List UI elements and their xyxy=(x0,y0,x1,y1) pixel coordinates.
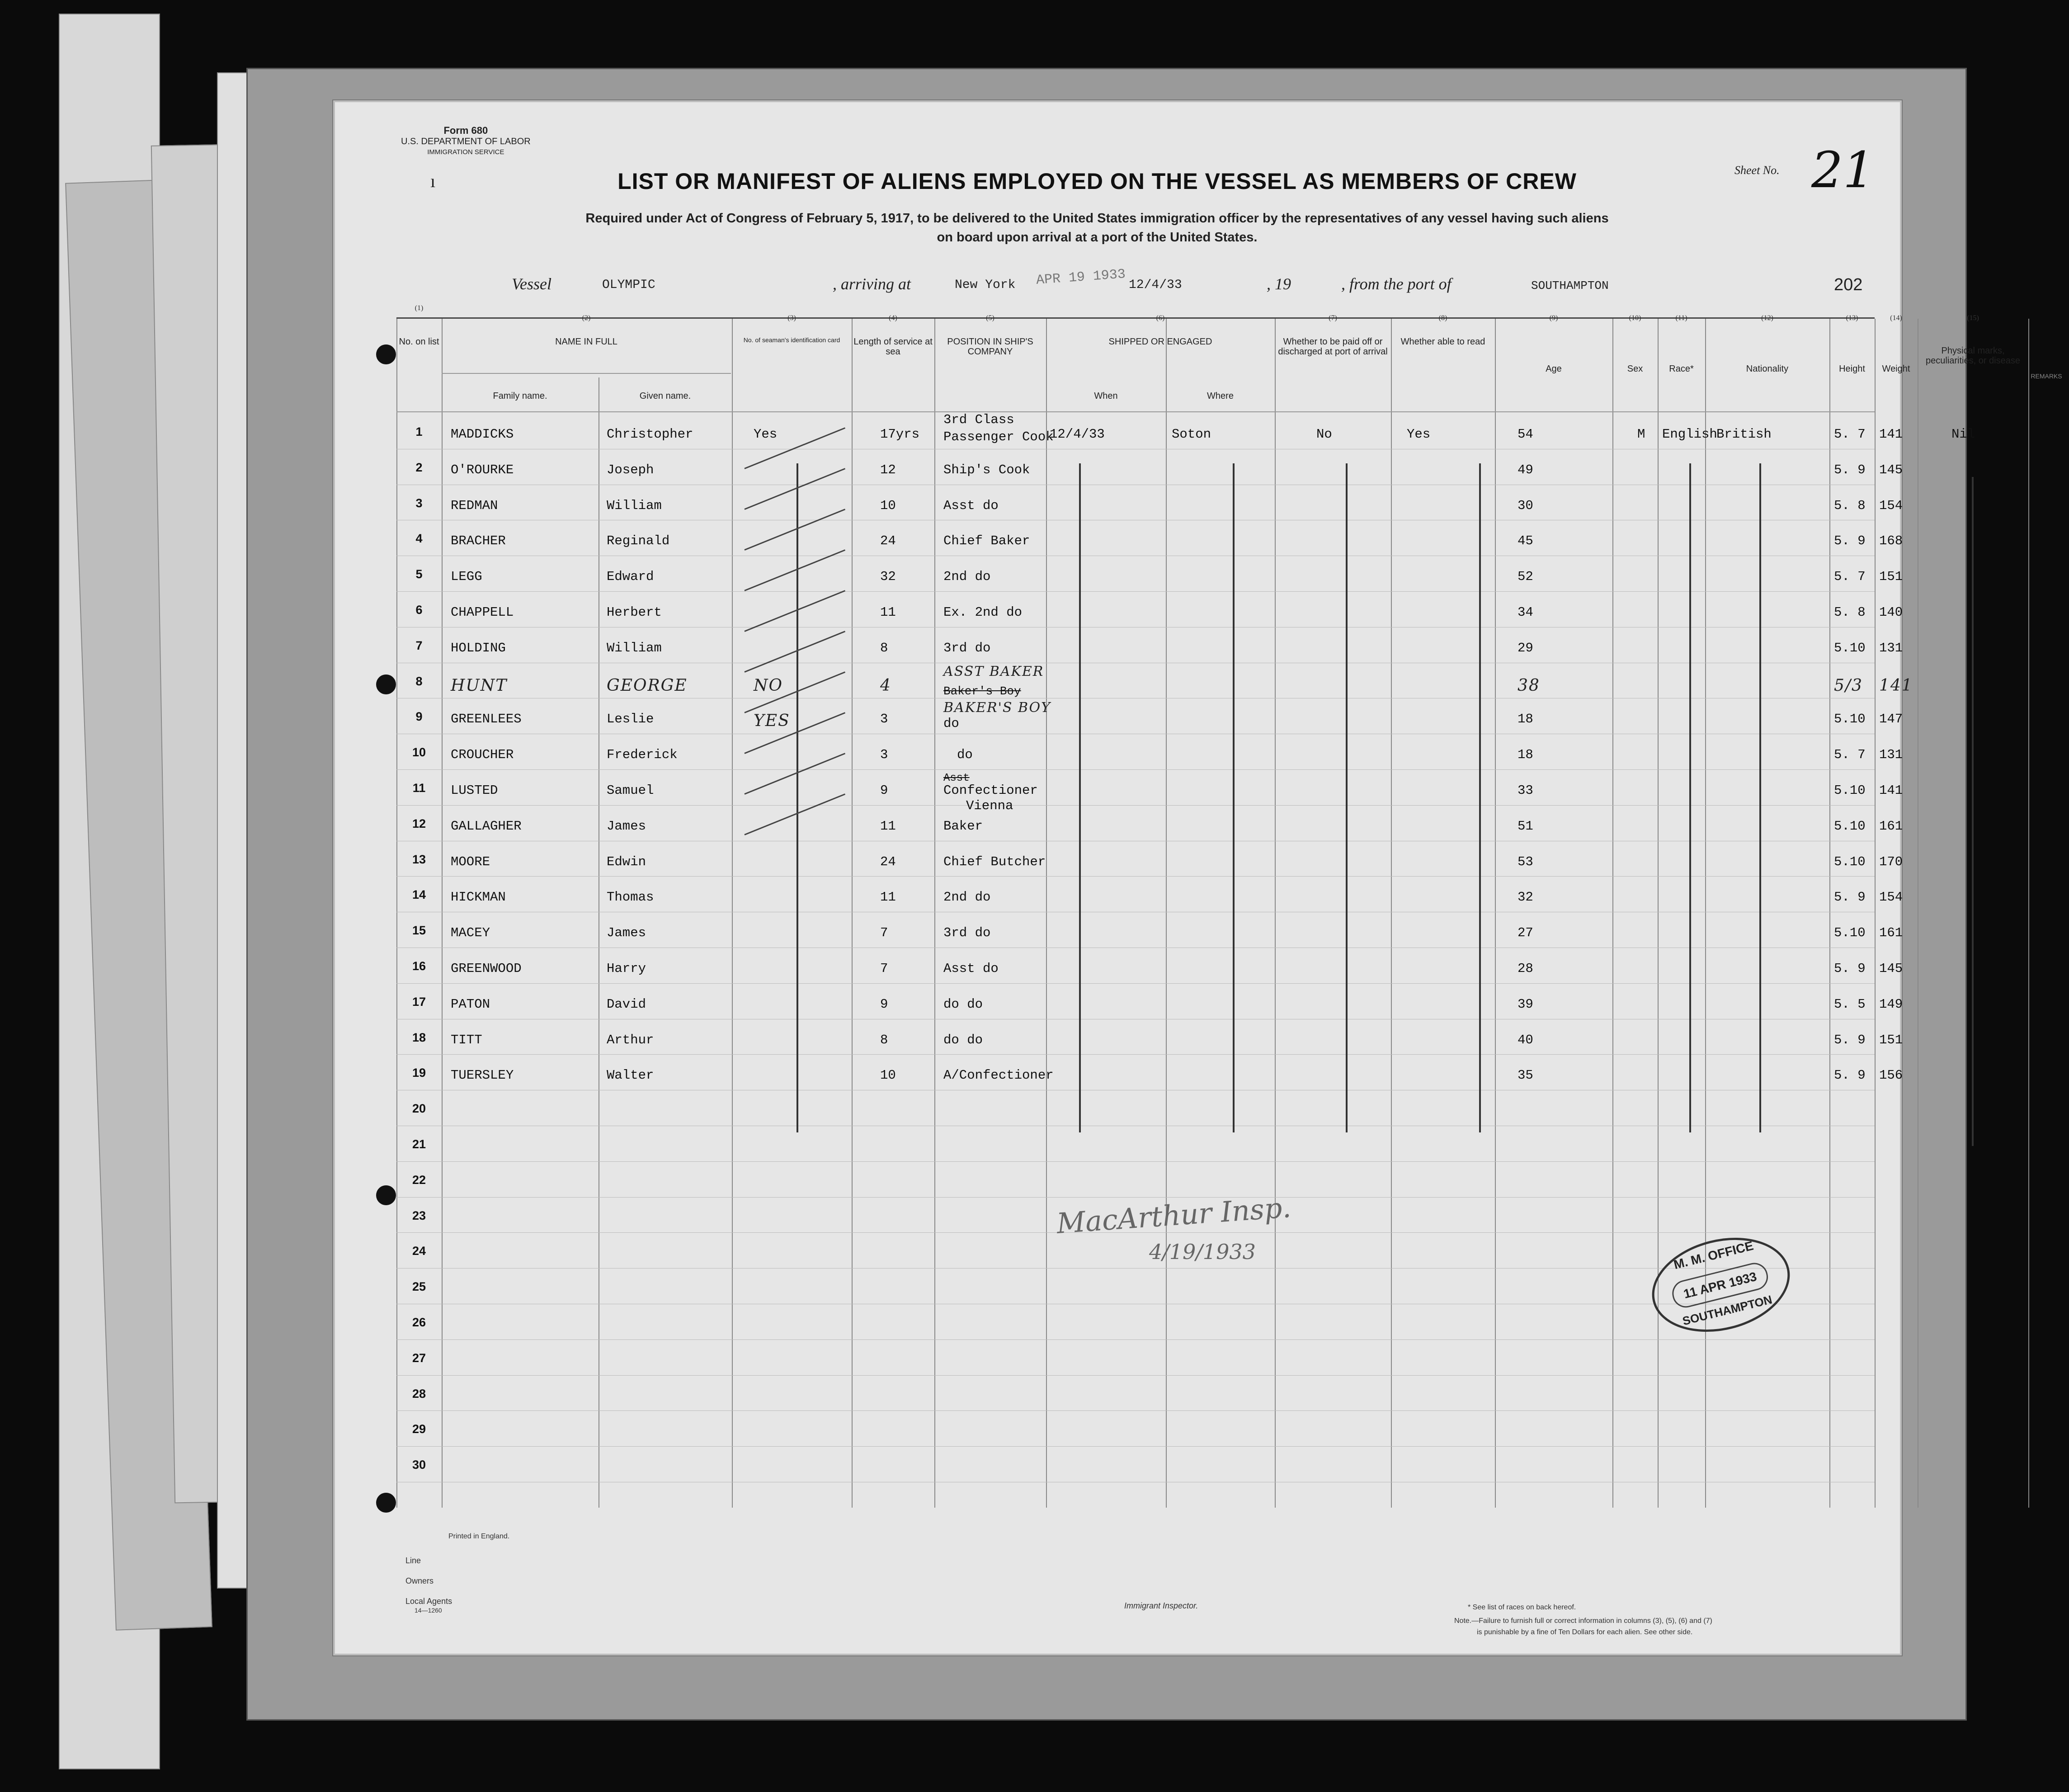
footer-inspector: Immigrant Inspector. xyxy=(1124,1601,1198,1610)
cell-service: 32 xyxy=(880,569,896,585)
cell-read: Yes xyxy=(1407,427,1431,442)
cell-position: do do xyxy=(943,1032,983,1047)
row-number: 26 xyxy=(412,1316,426,1329)
cell-card: NO xyxy=(754,676,783,695)
cell-height: 5.10 xyxy=(1834,925,1866,941)
cell-position: Chief Baker xyxy=(943,533,1030,549)
row-number: 12 xyxy=(412,816,426,830)
footer-owners: Owners xyxy=(405,1576,434,1585)
crew-table: (1) (2) (3) (4) (5) (6) (7) (8) (9) (10) (11) (12) (13) (14) (15) No. on list NAME IN FULL Family name. Given name. No. of seaman's identification card Length of service at sea POSITION IN SHIP'S COMPANY SHIPPED OR ENGAGED When Where Whether to be paid off or discharged at port of arrival Whether able to read Age Sex Race* Nationality Height Weight Physical marks, peculiarities, or disease REMARKS 1 MADDICKS Christopher Yes 17yrs 12/4/33 Soton No Yes 54 M English British 5. 7 141 Nil 3rd Class Passenger Cook 2 O'ROURKE Joseph 12 49 5. 9 145 Ship's Cook 3 REDMAN William 10 30 5. 8 154 Asst do 4 BRACHER Reginald 24 45 5. 9 168 Chief Baker 5 LEGG Edward 32 52 5. 7 151 2nd do 6 CHAPPELL Herbert 11 34 5. 8 140 Ex. 2nd do 7 HOLDING William 8 29 5.10 131 3rd do 8 HUNT GEORGE NO 4 38 5/3 141 Baker's Boy ASST BAKER 9 GREENLEES Leslie YES 3 18 5.10 147 BAKER'S BOY do 10 CROUCHER Frederick 3 18 5. 7 131 do 11 LUSTED Samuel 9 33 5.10 141 Asst Confectioner Vienna 12 GALLAGHER James 11 51 5.10 161 Baker 13 MOORE Edwin 24 53 5.10 170 Chief Butcher 14 HICKMAN Thomas 11 32 5. 9 154 2nd do 15 MACEY James 7 27 5.10 161 3rd do 16 GREENWOOD Harry 7 28 5. 9 145 Asst do 17 PATON David 9 39 5. 5 149 do do 18 TITT Arthur 8 40 5. 9 151 do do 19 TUERSLEY Walter 10 35 5. 9 156 A/Confectioner 20 21 22 23 24 25 26 27 28 29 30 xyxy=(396,317,1875,1508)
cancel-stroke xyxy=(744,793,845,835)
row-number: 2 xyxy=(415,460,423,474)
ditto-mark xyxy=(796,463,798,1132)
row-number: 27 xyxy=(412,1351,426,1365)
header-length-of-service: Length of service at sea xyxy=(853,337,933,357)
cell-height: 5. 7 xyxy=(1834,569,1866,585)
cell-weight: 140 xyxy=(1879,605,1903,620)
footer-local-agents: Local Agents xyxy=(405,1597,452,1606)
cell-height: 5. 9 xyxy=(1834,1068,1866,1083)
header-given-name: Given name. xyxy=(639,391,691,401)
header-no-on-list: No. on list xyxy=(399,337,439,347)
cell-given: William xyxy=(607,640,662,655)
cell-weight: 161 xyxy=(1879,925,1903,941)
cell-service: 17yrs xyxy=(880,427,920,442)
cell-height: 5.10 xyxy=(1834,712,1866,727)
cell-weight: 161 xyxy=(1879,818,1903,834)
manifest-sheet: Form 680 U.S. DEPARTMENT OF LABOR IMMIGRATION SERVICE ı Sheet No. 21 LIST OR MANIFEST OF ALIENS EMPLOYED ON THE VESSEL AS MEMBERS OF CREW Required under Act of Congress of February 5, 1917, to be delivered to the United States immigration officer by the representatives of any vessel having such aliens on board upon arrival at a port of the United States. Vessel OLYMPIC , arriving at New York APR 19 1933 12/4/33 , 19 , from the port of SOUTHAMPTON 202 (1) (2) (3) (4) (5) (6) (7) (8) (9) (10) (11) (12) (13) (14) (15) No. on list NAME IN FULL Family name. Given name. No. of seaman's identification card Length of service at sea POSITION IN SHIP'S COMPANY SHIPPED OR ENGAGED When Where Whether to be paid off or discharged at port of arrival Whether able to read Age Sex Race* Nationality Height Weight Physical marks, peculiarities, or disease REMARKS 1 MADDICKS Christopher Yes 17yrs 12/4/33 Soton No Yes 54 M English British 5. 7 141 Nil 3rd Class Passenger Cook 2 O'ROURKE Joseph 12 49 5. 9 145 Ship's Cook 3 REDMAN William 10 30 5. 8 154 Asst do 4 BRACHER Reginald 24 45 5. 9 168 Chief Baker 5 LEGG Edward 32 52 5. 7 151 2nd do 6 CHAPPELL Herbert 11 34 5. 8 140 Ex. 2nd do 7 HOLDING William 8 29 5.10 131 3rd do 8 HUNT GEORGE NO 4 38 5/3 141 Baker's Boy ASST BAKER 9 GREENLEES Leslie YES 3 18 5.10 147 BAKER'S BOY do 10 CROUCHER Frederick 3 18 5. 7 131 do 11 LUSTED Samuel 9 33 5.10 141 Asst Confectioner Vienna 12 GALLAGHER James 11 51 5.10 161 Baker 13 MOORE Edwin 24 53 5.10 170 Chief Butcher 14 HICKMAN Thomas 11 32 5. 9 154 2nd do 15 MACEY James 7 27 5.10 161 3rd do 16 GREENWOOD Harry 7 28 5. 9 145 Asst do 17 PATON David 9 39 5. 5 149 do do 18 TITT Arthur 8 40 5. 9 151 do do 19 TUERSLEY Walter 10 35 5. 9 156 A/Confectioner 20 21 22 23 24 25 26 27 28 29 30 MacArthur Insp. 4/19/1933 M. M. OFFICE 11 APR 1933 SOUTHAMPTON Printed in England. Line Owners Local Agents 14—1260 Immigrant Inspector. * See list of races on back hereof. Note.—Failure to furnish full or correct information in columns (3), (5), (6) and (7) is punishable by a fine of Ten Dollars for each alien. See other side. xyxy=(332,99,1903,1656)
cell-given: Walter xyxy=(607,1068,654,1083)
punch-hole xyxy=(376,674,396,694)
cell-position: Chief Butcher xyxy=(943,854,1046,869)
cell-service: 9 xyxy=(880,783,888,798)
cell-age: 45 xyxy=(1518,533,1533,549)
cell-race: English xyxy=(1662,427,1717,442)
row-number: 4 xyxy=(415,532,423,546)
cancel-stroke xyxy=(744,753,845,795)
ditto-mark xyxy=(1079,463,1081,1132)
ditto-mark xyxy=(1233,463,1235,1132)
cell-age: 29 xyxy=(1518,640,1533,655)
row-number: 3 xyxy=(415,496,423,510)
arrival-date-stamp: APR 19 1933 xyxy=(1036,267,1126,288)
stamp-date: 11 APR 1933 xyxy=(1669,1260,1771,1310)
cancel-stroke xyxy=(744,468,845,510)
cell-given: Herbert xyxy=(607,605,662,620)
cell-height: 5. 9 xyxy=(1834,890,1866,905)
cell-weight: 151 xyxy=(1879,1032,1903,1047)
row-number: 15 xyxy=(412,924,426,938)
row-number: 13 xyxy=(412,852,426,866)
sheet-number: 21 xyxy=(1811,141,1875,199)
cell-when: 12/4/33 xyxy=(1050,427,1105,442)
header-when: When xyxy=(1094,391,1118,401)
cell-height: 5. 7 xyxy=(1834,747,1866,763)
row-number: 11 xyxy=(412,781,426,795)
row-number: 10 xyxy=(412,745,426,759)
header-remarks: REMARKS xyxy=(2031,373,2062,380)
cancel-stroke xyxy=(744,509,845,551)
stamp-office: M. M. OFFICE xyxy=(1672,1238,1755,1272)
cancel-stroke xyxy=(744,590,845,632)
cell-weight: 141 xyxy=(1879,783,1903,798)
row-number: 28 xyxy=(412,1386,426,1401)
cell-family: HUNT xyxy=(451,676,508,695)
cell-weight: 131 xyxy=(1879,747,1903,763)
header-age: Age xyxy=(1546,364,1562,374)
row-number: 6 xyxy=(415,603,423,617)
cell-weight: 170 xyxy=(1879,854,1903,869)
row-number: 21 xyxy=(412,1137,426,1151)
row-number: 18 xyxy=(412,1030,426,1044)
cell-age: 32 xyxy=(1518,890,1533,905)
cell-given: Frederick xyxy=(607,747,678,763)
cell-position-struck: Asst xyxy=(943,772,970,784)
cell-service: 10 xyxy=(880,1068,896,1083)
cell-position: BAKER'S BOY xyxy=(943,700,1051,716)
header-shipped-or-engaged: SHIPPED OR ENGAGED xyxy=(1108,337,1212,347)
cell-where: Soton xyxy=(1172,427,1211,442)
cell-position: 3rd do xyxy=(943,925,991,941)
row-number: 29 xyxy=(412,1422,426,1436)
cell-family: TUERSLEY xyxy=(451,1068,514,1083)
header-nationality: Nationality xyxy=(1746,364,1789,374)
cell-position: 2nd do xyxy=(943,890,991,905)
cell-family: GALLAGHER xyxy=(451,818,522,834)
cell-given: Christopher xyxy=(607,427,693,442)
cell-position: Ex. 2nd do xyxy=(943,605,1023,620)
cell-service: 8 xyxy=(880,1032,888,1047)
cell-weight: 156 xyxy=(1879,1068,1903,1083)
cell-given: Samuel xyxy=(607,783,654,798)
cell-age: 30 xyxy=(1518,498,1533,513)
cell-given: James xyxy=(607,925,646,941)
cell-position: 3rd do xyxy=(943,640,991,655)
cell-weight: 147 xyxy=(1879,712,1903,727)
cell-position: ASST BAKER xyxy=(943,663,1044,679)
punch-hole xyxy=(376,1493,396,1513)
cell-service: 10 xyxy=(880,498,896,513)
header-where: Where xyxy=(1207,391,1234,401)
cell-family: CROUCHER xyxy=(451,747,514,763)
cell-given: William xyxy=(607,498,662,513)
row-number: 19 xyxy=(412,1066,426,1080)
subtitle-line-2: on board upon arrival at a port of the United States. xyxy=(937,230,1258,245)
header-name-in-full: NAME IN FULL xyxy=(555,337,617,347)
row-number: 16 xyxy=(412,959,426,973)
cell-height: 5.10 xyxy=(1834,818,1866,834)
note-races: * See list of races on back hereof. xyxy=(1468,1603,1576,1611)
cell-service: 24 xyxy=(880,533,896,549)
cell-service: 3 xyxy=(880,747,888,763)
cell-weight: 149 xyxy=(1879,996,1903,1012)
cell-height: 5. 8 xyxy=(1834,498,1866,513)
cell-position: A/Confectioner xyxy=(943,1068,1054,1083)
cell-given: Leslie xyxy=(607,712,654,727)
cell-service: 7 xyxy=(880,925,888,941)
cell-height: 5/3 xyxy=(1834,676,1863,695)
cell-age: 52 xyxy=(1518,569,1533,585)
form-service: IMMIGRATION SERVICE xyxy=(427,148,504,156)
cell-service: 11 xyxy=(880,818,896,834)
cell-height: 5. 8 xyxy=(1834,605,1866,620)
cell-family: MOORE xyxy=(451,854,490,869)
vessel-name: OLYMPIC xyxy=(602,278,655,292)
row-number: 20 xyxy=(412,1102,426,1116)
cell-family: HICKMAN xyxy=(451,890,506,905)
cell-age: 40 xyxy=(1518,1032,1533,1047)
cell-height: 5. 9 xyxy=(1834,1032,1866,1047)
cell-weight: 145 xyxy=(1879,961,1903,976)
cell-weight: 168 xyxy=(1879,533,1903,549)
cell-marks: Nil xyxy=(1951,427,1975,442)
punch-hole xyxy=(376,344,396,364)
cell-given: Reginald xyxy=(607,533,670,549)
row-number: 22 xyxy=(412,1173,426,1187)
row-number: 1 xyxy=(415,425,423,439)
cell-weight: 141 xyxy=(1879,427,1903,442)
cell-family: REDMAN xyxy=(451,498,498,513)
footer-line: Line xyxy=(405,1556,421,1565)
cell-height: 5. 9 xyxy=(1834,533,1866,549)
vessel-line xyxy=(333,267,1902,302)
sheet-label: Sheet No. xyxy=(1734,164,1780,177)
row-number: 30 xyxy=(412,1458,426,1472)
cell-weight: 151 xyxy=(1879,569,1903,585)
cell-height: 5.10 xyxy=(1834,783,1866,798)
cell-service: 8 xyxy=(880,640,888,655)
cell-age: 39 xyxy=(1518,996,1533,1012)
row-number: 5 xyxy=(415,567,423,581)
cell-age: 54 xyxy=(1518,427,1533,442)
header-family-name: Family name. xyxy=(493,391,547,401)
cell-age: 18 xyxy=(1518,712,1533,727)
row-number: 14 xyxy=(412,888,426,902)
row-number: 7 xyxy=(415,638,423,652)
header-race: Race* xyxy=(1669,364,1694,374)
cell-position: Confectioner xyxy=(943,783,1038,798)
punch-hole xyxy=(376,1185,396,1205)
stamp-port: SOUTHAMPTON xyxy=(1681,1292,1774,1328)
cell-nationality: British xyxy=(1716,427,1772,442)
row-number: 8 xyxy=(415,674,423,688)
cell-service: 12 xyxy=(880,462,896,477)
header-weight: Weight xyxy=(1882,364,1910,374)
page-title: LIST OR MANIFEST OF ALIENS EMPLOYED ON THE VESSEL AS MEMBERS OF CREW xyxy=(617,169,1577,194)
note-penalty-2: is punishable by a fine of Ten Dollars for each alien. See other side. xyxy=(1477,1628,1693,1636)
cell-position-note: do xyxy=(943,716,959,731)
cell-family: BRACHER xyxy=(451,533,506,549)
cell-weight: 131 xyxy=(1879,640,1903,655)
vessel-label: Vessel xyxy=(512,275,551,293)
inspector-signature: MacArthur Insp. xyxy=(1056,1190,1292,1240)
cell-service: 24 xyxy=(880,854,896,869)
page-reference: 202 xyxy=(1834,275,1863,294)
footer-agents-code: 14—1260 xyxy=(415,1607,442,1614)
form-number: Form 680 xyxy=(443,125,488,136)
cell-family: TITT xyxy=(451,1032,482,1047)
cell-given: Edward xyxy=(607,569,654,585)
header-seaman-card: No. of seaman's identification card xyxy=(743,336,840,344)
cell-age: 34 xyxy=(1518,605,1533,620)
arriving-port: New York xyxy=(955,278,1016,292)
cell-weight: 154 xyxy=(1879,890,1903,905)
cell-age: 53 xyxy=(1518,854,1533,869)
cell-position: do do xyxy=(943,996,983,1012)
cell-height: 5. 9 xyxy=(1834,961,1866,976)
cell-weight: 141 xyxy=(1879,676,1913,695)
cell-age: 51 xyxy=(1518,818,1533,834)
cell-age: 28 xyxy=(1518,961,1533,976)
cell-family: CHAPPELL xyxy=(451,605,514,620)
row-number: 25 xyxy=(412,1280,426,1294)
cell-age: 27 xyxy=(1518,925,1533,941)
cell-given: Joseph xyxy=(607,462,654,477)
cell-service: 4 xyxy=(880,676,891,695)
cell-height: 5.10 xyxy=(1834,854,1866,869)
header-height: Height xyxy=(1839,364,1865,374)
subtitle xyxy=(532,209,1662,247)
cell-family: O'ROURKE xyxy=(451,462,514,477)
cell-family: GREENLEES xyxy=(451,712,522,727)
cell-given: GEORGE xyxy=(607,676,688,695)
row-number: 17 xyxy=(412,995,426,1009)
row-number: 24 xyxy=(412,1244,426,1258)
form-identifier xyxy=(401,125,531,158)
cell-position-struck: Baker's Boy xyxy=(943,684,1021,698)
cell-position: Baker xyxy=(943,818,983,834)
cell-sex: M xyxy=(1637,427,1645,442)
cell-family: MACEY xyxy=(451,925,490,941)
signature-date: 4/19/1933 xyxy=(1149,1240,1256,1264)
cell-family: HOLDING xyxy=(451,640,506,655)
cell-position: Ship's Cook xyxy=(943,462,1030,477)
cell-position: do xyxy=(957,747,973,763)
cell-service: 11 xyxy=(880,605,896,620)
cell-given: Edwin xyxy=(607,854,646,869)
ditto-mark xyxy=(1689,463,1691,1132)
ditto-mark xyxy=(1759,463,1761,1132)
cell-service: 9 xyxy=(880,996,888,1012)
subtitle-line-1: Required under Act of Congress of February 5, 1917, to be delivered to the United States immigration officer by the representatives of any vessel having such aliens xyxy=(585,211,1609,226)
ditto-mark xyxy=(1346,463,1348,1132)
form-department: U.S. DEPARTMENT OF LABOR xyxy=(401,137,531,146)
cell-service: 3 xyxy=(880,712,888,727)
cell-position-note: Vienna xyxy=(966,798,1013,813)
cell-family: PATON xyxy=(451,996,490,1012)
cell-height: 5.10 xyxy=(1834,640,1866,655)
cell-position: Asst do xyxy=(943,961,999,976)
cell-weight: 154 xyxy=(1879,498,1903,513)
printed-in: Printed in England. xyxy=(448,1533,510,1540)
cancel-stroke xyxy=(744,631,845,673)
header-paid-off: Whether to be paid off or discharged at port of arrival xyxy=(1278,337,1388,357)
ditto-mark xyxy=(1479,463,1481,1132)
cell-weight: 145 xyxy=(1879,462,1903,477)
header-able-to-read: Whether able to read xyxy=(1400,337,1485,347)
cell-card: Yes xyxy=(754,427,778,442)
cell-service: 11 xyxy=(880,890,896,905)
cell-height: 5. 5 xyxy=(1834,996,1866,1012)
arrival-date: 12/4/33 xyxy=(1129,278,1182,292)
header-sex: Sex xyxy=(1627,364,1643,374)
cell-age: 38 xyxy=(1518,676,1540,695)
cell-given: Arthur xyxy=(607,1032,654,1047)
header-position: POSITION IN SHIP'S COMPANY xyxy=(947,337,1033,357)
cell-position: 2nd do xyxy=(943,569,991,585)
cell-height: 5. 7 xyxy=(1834,427,1866,442)
row-number: 9 xyxy=(415,710,423,724)
cell-family: MADDICKS xyxy=(451,427,514,442)
cell-position: 3rd Class Passenger Cook xyxy=(943,412,1054,444)
cell-age: 33 xyxy=(1518,783,1533,798)
ditto-mark xyxy=(1972,477,1974,1146)
cell-paid: No xyxy=(1316,427,1332,442)
cell-position: Asst do xyxy=(943,498,999,513)
cell-given: Harry xyxy=(607,961,646,976)
cell-given: David xyxy=(607,996,646,1012)
cell-age: 49 xyxy=(1518,462,1533,477)
header-physical-marks: Physical marks, peculiarities, or disease xyxy=(1926,346,2020,366)
arriving-label: , arriving at xyxy=(833,275,911,293)
cell-family: LUSTED xyxy=(451,783,498,798)
cell-height: 5. 9 xyxy=(1834,462,1866,477)
cell-family: LEGG xyxy=(451,569,482,585)
cell-family: GREENWOOD xyxy=(451,961,522,976)
cell-service: 7 xyxy=(880,961,888,976)
year-label: , 19 xyxy=(1267,275,1291,293)
cell-age: 35 xyxy=(1518,1068,1533,1083)
from-port-label: , from the port of xyxy=(1341,275,1452,293)
cell-given: James xyxy=(607,818,646,834)
cell-age: 18 xyxy=(1518,747,1533,763)
note-penalty-1: Note.—Failure to furnish full or correct information in columns (3), (5), (6) and (7) xyxy=(1454,1617,1712,1625)
cell-card: YES xyxy=(754,712,790,731)
row-number: 23 xyxy=(412,1208,426,1222)
from-port: SOUTHAMPTON xyxy=(1531,279,1609,292)
cell-given: Thomas xyxy=(607,890,654,905)
